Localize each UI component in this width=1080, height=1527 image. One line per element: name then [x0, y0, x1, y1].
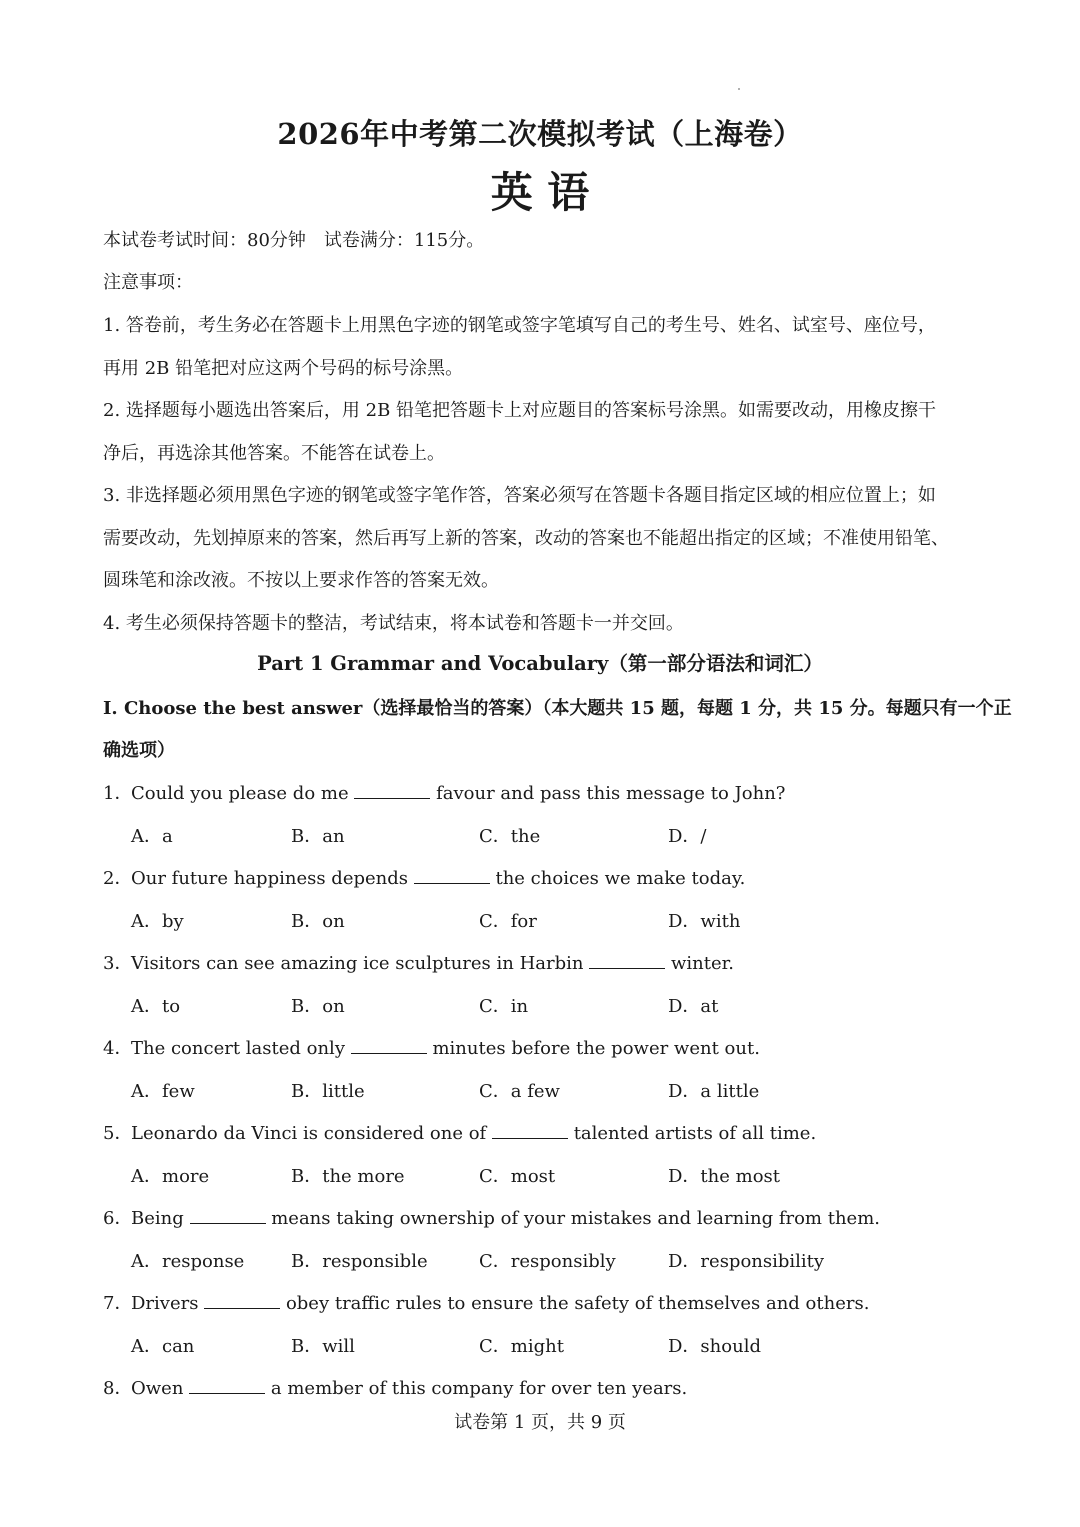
option-a[interactable]: A．by — [131, 911, 184, 932]
question-text-after: obey traffic rules to ensure the safety of themselves and others. — [285, 1293, 870, 1314]
option-d[interactable]: D．a little — [668, 1081, 760, 1102]
question-text-before: Could you please do me — [131, 783, 349, 804]
option-b[interactable]: B．on — [291, 996, 345, 1017]
subject-title: 英 语 — [490, 168, 590, 217]
answer-blank — [414, 867, 490, 884]
answer-blank — [190, 1207, 266, 1224]
question-7 — [103, 1289, 869, 1315]
answer-blank — [204, 1292, 280, 1309]
section-instruction: I. Choose the best answer（选择最恰当的答案）（本大题共 15 题，每题 1 分，共 15 分。每题只有一个正 — [103, 698, 1012, 719]
option-a[interactable]: A．few — [131, 1081, 195, 1102]
option-d[interactable]: D．/ — [668, 826, 707, 847]
question-number: 8． — [103, 1378, 133, 1399]
question-number: 1． — [103, 783, 133, 804]
notice-line: 净后，再选涂其他答案。不能答在试卷上。 — [103, 443, 445, 464]
option-d[interactable]: D．the most — [668, 1166, 781, 1187]
question-6 — [103, 1204, 880, 1230]
answer-blank — [354, 782, 430, 799]
option-c[interactable]: C．responsibly — [479, 1251, 616, 1272]
scan-speck — [738, 88, 740, 90]
question-4 — [103, 1034, 760, 1060]
question-5 — [103, 1119, 816, 1145]
option-b[interactable]: B．little — [291, 1081, 365, 1102]
question-text-before: Leonardo da Vinci is considered one of — [131, 1123, 487, 1144]
option-c[interactable]: C．for — [479, 911, 537, 932]
question-1 — [103, 779, 785, 805]
exam-info: 本试卷考试时间：80分钟 试卷满分：115分。 — [103, 230, 485, 251]
question-number: 2． — [103, 868, 133, 889]
question-text-before: Being — [131, 1208, 184, 1229]
answer-blank — [492, 1122, 568, 1139]
option-c[interactable]: C．the — [479, 826, 541, 847]
option-a[interactable]: A．to — [131, 996, 181, 1017]
question-text-after: means taking ownership of your mistakes and learning from them. — [271, 1208, 880, 1229]
option-d[interactable]: D．with — [668, 911, 741, 932]
question-text-before: Our future happiness depends — [131, 868, 409, 889]
question-number: 7． — [103, 1293, 133, 1314]
question-text-after: talented artists of all time. — [573, 1123, 817, 1144]
notice-line: 再用 2B 铅笔把对应这两个号码的标号涂黑。 — [103, 358, 464, 379]
option-d[interactable]: D．should — [668, 1336, 761, 1357]
exam-title: 2026年中考第二次模拟考试（上海卷） — [277, 117, 803, 151]
question-text-before: Visitors can see amazing ice sculptures in Harbin — [131, 953, 584, 974]
notice-heading: 注意事项： — [103, 272, 193, 293]
question-3 — [103, 949, 734, 975]
option-d[interactable]: D．responsibility — [668, 1251, 825, 1272]
notice-line: 1. 答卷前，考生务必在答题卡上用黑色字迹的钢笔或签字笔填写自己的考生号、姓名、试室号、座位号， — [103, 315, 936, 336]
option-c[interactable]: C．in — [479, 996, 529, 1017]
notice-line: 需要改动，先划掉原来的答案，然后再写上新的答案，改动的答案也不能超出指定的区域；不准使用铅笔、 — [103, 528, 949, 549]
page-footer: 试卷第 1 页，共 9 页 — [454, 1412, 626, 1433]
answer-blank — [351, 1037, 427, 1054]
option-a[interactable]: A．can — [131, 1336, 195, 1357]
question-text-before: The concert lasted only — [131, 1038, 345, 1059]
option-d[interactable]: D．at — [668, 996, 719, 1017]
option-c[interactable]: C．most — [479, 1166, 556, 1187]
question-8 — [103, 1374, 687, 1400]
question-number: 4． — [103, 1038, 133, 1059]
option-b[interactable]: B．responsible — [291, 1251, 428, 1272]
question-2 — [103, 864, 745, 890]
question-text-after: a member of this company for over ten years. — [270, 1378, 688, 1399]
notice-line: 2. 选择题每小题选出答案后，用 2B 铅笔把答题卡上对应题目的答案标号涂黑。如需要改动，用橡皮擦干 — [103, 400, 937, 421]
question-text-before: Drivers — [131, 1293, 199, 1314]
answer-blank — [189, 1377, 265, 1394]
notice-line: 4. 考生必须保持答题卡的整洁，考试结束，将本试卷和答题卡一并交回。 — [103, 613, 684, 634]
question-text-after: winter. — [670, 953, 734, 974]
question-text-before: Owen — [131, 1378, 184, 1399]
question-number: 3． — [103, 953, 133, 974]
question-text-after: minutes before the power went out. — [432, 1038, 760, 1059]
option-c[interactable]: C．might — [479, 1336, 564, 1357]
notice-line: 3. 非选择题必须用黑色字迹的钢笔或签字笔作答，答案必须写在答题卡各题目指定区域的相应位置上；如 — [103, 485, 936, 506]
question-text-after: favour and pass this message to John? — [436, 783, 786, 804]
option-c[interactable]: C．a few — [479, 1081, 560, 1102]
option-b[interactable]: B．an — [291, 826, 345, 847]
notice-line: 圆珠笔和涂改液。不按以上要求作答的答案无效。 — [103, 570, 499, 591]
section-instruction-cont: 确选项） — [103, 740, 175, 761]
question-text-after: the choices we make today. — [495, 868, 746, 889]
option-b[interactable]: B．will — [291, 1336, 355, 1357]
question-number: 5． — [103, 1123, 133, 1144]
option-a[interactable]: A．more — [131, 1166, 210, 1187]
option-a[interactable]: A．a — [131, 826, 173, 847]
option-b[interactable]: B．the more — [291, 1166, 405, 1187]
option-b[interactable]: B．on — [291, 911, 345, 932]
part-title: Part 1 Grammar and Vocabulary（第一部分语法和词汇） — [257, 652, 823, 675]
option-a[interactable]: A．response — [131, 1251, 245, 1272]
question-number: 6． — [103, 1208, 133, 1229]
answer-blank — [589, 952, 665, 969]
